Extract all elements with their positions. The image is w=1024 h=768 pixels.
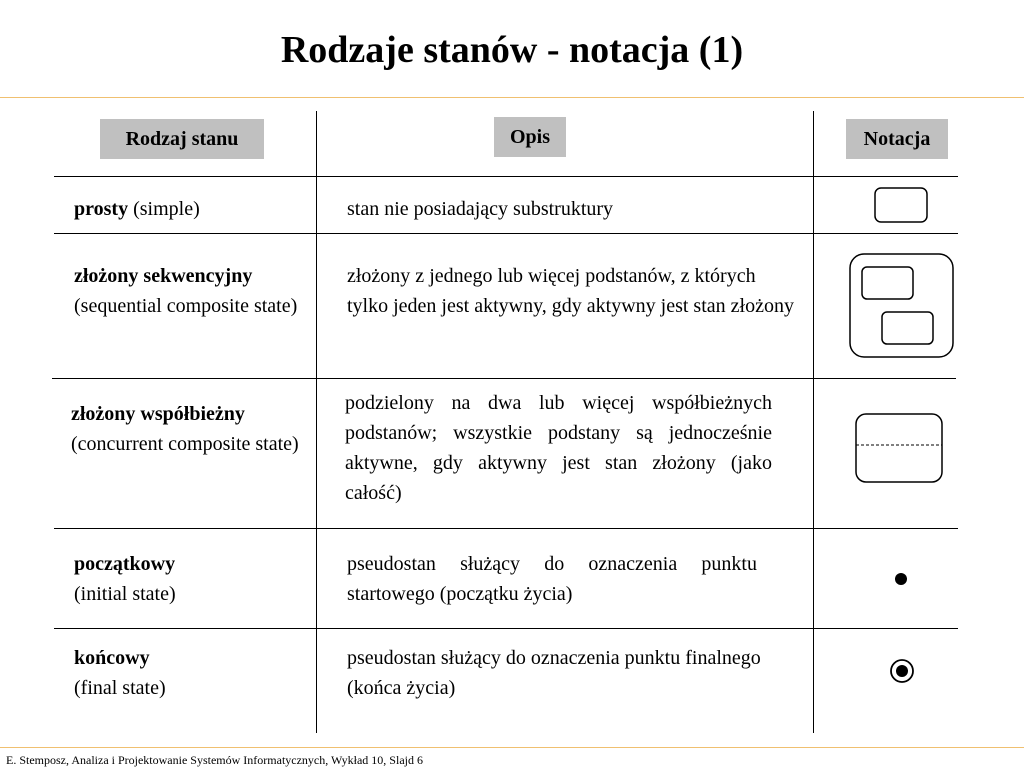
initial-state-icon <box>893 571 909 587</box>
header-kind: Rodzaj stanu <box>100 119 264 159</box>
state-name: początkowy <box>74 553 176 575</box>
state-name: złożony sekwencyjny <box>74 265 253 287</box>
row-divider-1 <box>54 233 958 234</box>
sequential-composite-state-icon <box>849 253 954 358</box>
slide-footer: E. Stemposz, Analiza i Projektowanie Systemów Informatycznych, Wykład 10, Slajd 6 <box>6 753 423 767</box>
column-divider-1 <box>316 111 317 733</box>
header-notation: Notacja <box>846 119 948 159</box>
header-description: Opis <box>494 117 566 157</box>
state-english-name: (initial state) <box>74 583 176 605</box>
state-english-name: (final state) <box>74 677 166 699</box>
row-divider-2 <box>52 378 956 379</box>
state-description: złożony z jednego lub więcej podstanów, z których tylko jeden jest aktywny, gdy aktywny jest stan złożony <box>347 265 794 317</box>
state-name: prosty <box>74 198 129 220</box>
state-description: stan nie posiadający substruktury <box>347 198 614 220</box>
state-description: pseudostan służący do oznaczenia punktu startowego (początku życia) <box>347 553 757 605</box>
simple-state-icon <box>874 187 928 223</box>
table-row <box>74 549 310 609</box>
state-english-name: (simple) <box>133 198 200 220</box>
footer-divider <box>0 747 1024 748</box>
concurrent-composite-state-icon <box>855 413 943 483</box>
state-name: końcowy <box>74 647 150 669</box>
state-english-name: (concurrent composite state) <box>71 433 299 455</box>
table-row <box>71 399 311 459</box>
final-state-icon <box>888 657 916 685</box>
table-row <box>74 643 310 703</box>
row-divider-header <box>54 176 958 177</box>
row-divider-4 <box>54 628 958 629</box>
column-divider-2 <box>813 111 814 733</box>
state-description: pseudostan służący do oznaczenia punktu finalnego (końca życia) <box>347 647 761 699</box>
state-description: podzielony na dwa lub więcej współbieżnych podstanów; wszystkie podstany są jednocześnie aktywne, gdy aktywny jest stan złożony (jako całość) <box>345 392 772 504</box>
state-english-name: (sequential composite state) <box>74 295 298 317</box>
slide-title: Rodzaje stanów - notacja (1) <box>280 29 744 71</box>
table-row <box>74 194 310 224</box>
table-row <box>74 261 310 321</box>
title-divider <box>0 97 1024 98</box>
row-divider-3 <box>54 528 958 529</box>
state-name: złożony współbieżny <box>71 403 245 425</box>
